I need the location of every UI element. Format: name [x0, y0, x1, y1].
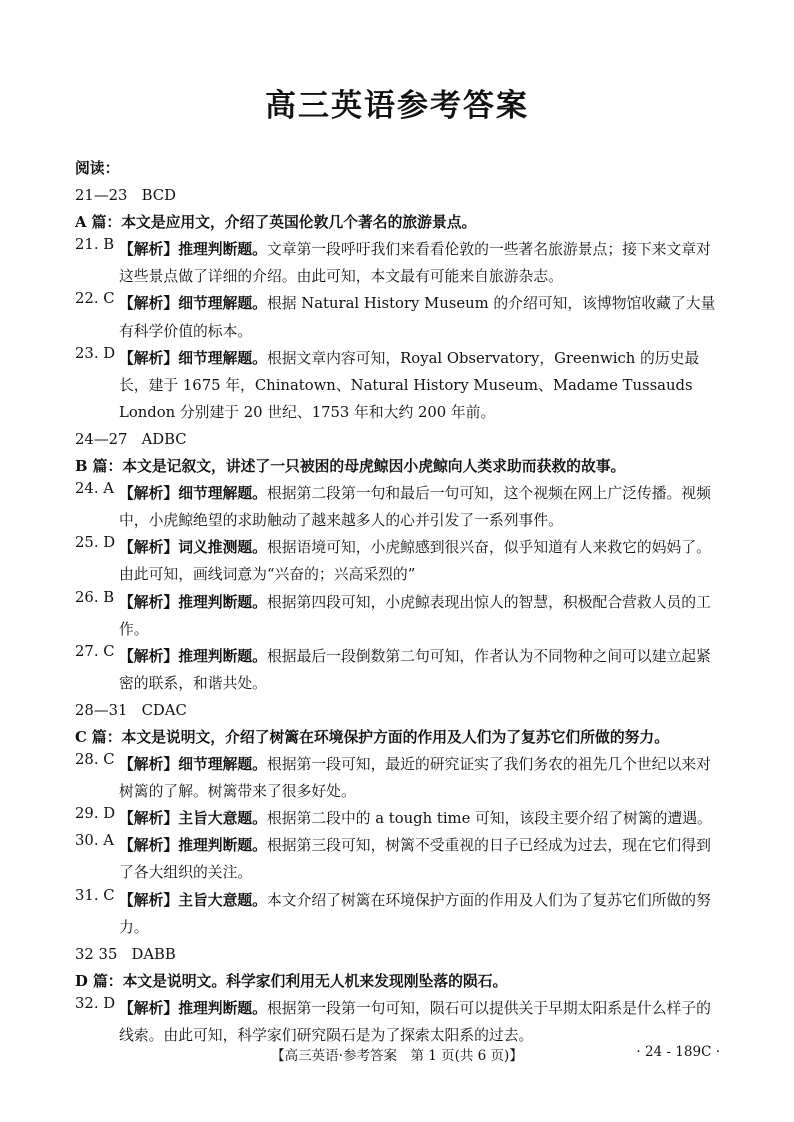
explanation-tag: 【解析】主旨大意题。 — [119, 810, 267, 828]
document-body — [75, 155, 721, 1049]
explanation-text: 本文介绍了树篱在环境保护方面的作用及人们为了复苏它们所做的努力。 — [119, 891, 711, 936]
explanation-tag: 【解析】词义推测题。 — [119, 539, 267, 557]
answer-range: 28—31 — [75, 701, 128, 719]
explanation-item — [75, 832, 721, 886]
explanation-text: 根据第一段可知，最近的研究证实了我们务农的祖先几个世纪以来对树篱的了解。树篱带来了很多好处。 — [119, 756, 711, 801]
explanation-item — [75, 345, 721, 426]
explanation-item — [75, 236, 721, 290]
explanation-tag: 【解析】细节理解题。 — [119, 485, 267, 503]
explanation-text: 根据第一段第一句可知，陨石可以提供关于早期太阳系是什么样子的线索。由此可知，科学家们研究陨石是为了探索太阳系的过去。 — [119, 999, 711, 1044]
answer-range: 24—27 — [75, 430, 128, 448]
explanation-tag: 【解析】推理判断题。 — [119, 999, 267, 1017]
explanation-text: 根据第二段中的 a tough time 可知，该段主要介绍了树篱的遭遇。 — [266, 810, 712, 828]
answer-range: 21—23 — [75, 187, 128, 205]
answer-range-line — [75, 426, 721, 453]
passage-intro: D 篇：本文是说明文。科学家们利用无人机来发现刚坠落的陨石。 — [75, 972, 508, 990]
footer-doc-code: · 24 - 189C · — [636, 1044, 720, 1060]
question-number: 28. C — [75, 751, 115, 769]
section-label: 阅读： — [75, 160, 120, 177]
explanation-item — [75, 589, 721, 643]
passage-intro: C 篇：本文是说明文，介绍了树篱在环境保护方面的作用及人们为了复苏它们所做的努力。 — [75, 728, 670, 746]
answer-range-line — [75, 182, 721, 209]
explanation-item — [75, 534, 721, 588]
explanation-item — [75, 805, 721, 832]
question-number: 31. C — [75, 886, 115, 904]
explanation-tag: 【解析】推理判断题。 — [119, 241, 267, 259]
explanation-tag: 【解析】推理判断题。 — [119, 593, 267, 611]
explanation-tag: 【解析】细节理解题。 — [119, 295, 267, 313]
answer-range-line — [75, 697, 721, 724]
explanation-tag: 【解析】主旨大意题。 — [119, 891, 267, 909]
explanation-text: 根据第四段可知，小虎鲸表现出惊人的智慧，积极配合营救人员的工作。 — [119, 593, 711, 638]
question-number: 32. D — [75, 994, 116, 1012]
explanation-text: 根据文章内容可知，Royal Observatory，Greenwich 的历史最长，建于 1675 年，Chinatown、Natural History Museum、Madame Tussauds London 分别建于 20 世纪、1753 年和大约 200 年前。 — [119, 349, 700, 421]
page-footer — [0, 1044, 794, 1068]
passage-intro: B 篇：本文是记叙文，讲述了一只被困的母虎鲸因小虎鲸向人类求助而获救的故事。 — [75, 458, 626, 476]
explanation-item — [75, 887, 721, 941]
explanation-text: 根据第二段第一句和最后一句可知，这个视频在网上广泛传播。视频中，小虎鲸绝望的求助触动了越来越多人的心并引发了一系列事件。 — [119, 485, 711, 530]
question-number: 26. B — [75, 588, 115, 606]
question-number: 24. A — [75, 480, 114, 498]
explanation-item — [75, 290, 721, 344]
footer-page-info: 【高三英语·参考答案 第 1 页(共 6 页)】 — [271, 1048, 523, 1064]
answer-key: ADBC — [141, 430, 187, 448]
explanation-item — [75, 643, 721, 697]
answer-key: DABB — [131, 945, 176, 963]
explanation-text: 文章第一段呼吁我们来看看伦敦的一些著名旅游景点；接下来文章对这些景点做了详细的介绍。由此可知，本文最有可能来自旅游杂志。 — [119, 241, 711, 286]
explanation-tag: 【解析】细节理解题。 — [119, 756, 267, 774]
question-number: 29. D — [75, 805, 116, 823]
question-number: 22. C — [75, 290, 115, 308]
explanation-item — [75, 480, 721, 534]
question-number: 23. D — [75, 344, 116, 362]
question-number: 21. B — [75, 236, 115, 254]
explanation-text: 根据第三段可知，树篱不受重视的日子已经成为过去，现在它们得到了各大组织的关注。 — [119, 837, 711, 882]
explanation-tag: 【解析】细节理解题。 — [119, 349, 267, 367]
answer-range-line — [75, 941, 721, 968]
explanation-item — [75, 995, 721, 1049]
question-number: 30. A — [75, 832, 114, 850]
passage-intro: A 篇：本文是应用文，介绍了英国伦敦几个著名的旅游景点。 — [75, 214, 477, 232]
answer-key: BCD — [141, 187, 176, 205]
question-number: 25. D — [75, 534, 116, 552]
explanation-text: 根据最后一段倒数第二句可知，作者认为不同物种之间可以建立起紧密的联系，和谐共处。 — [119, 647, 711, 692]
answer-range: 32 35 — [75, 945, 118, 963]
question-number: 27. C — [75, 642, 115, 660]
answer-key: CDAC — [141, 701, 187, 719]
explanation-tag: 【解析】推理判断题。 — [119, 837, 267, 855]
explanation-tag: 【解析】推理判断题。 — [119, 647, 267, 665]
explanation-text: 根据 Natural History Museum 的介绍可知，该博物馆收藏了大量有科学价值的标本。 — [119, 295, 716, 340]
explanation-text: 根据语境可知，小虎鲸感到很兴奋，似乎知道有人来救它的妈妈了。由此可知，画线词意为“兴奋的；兴高采烈的” — [119, 539, 711, 584]
page-title: 高三英语参考答案 — [265, 88, 529, 124]
explanation-item — [75, 751, 721, 805]
